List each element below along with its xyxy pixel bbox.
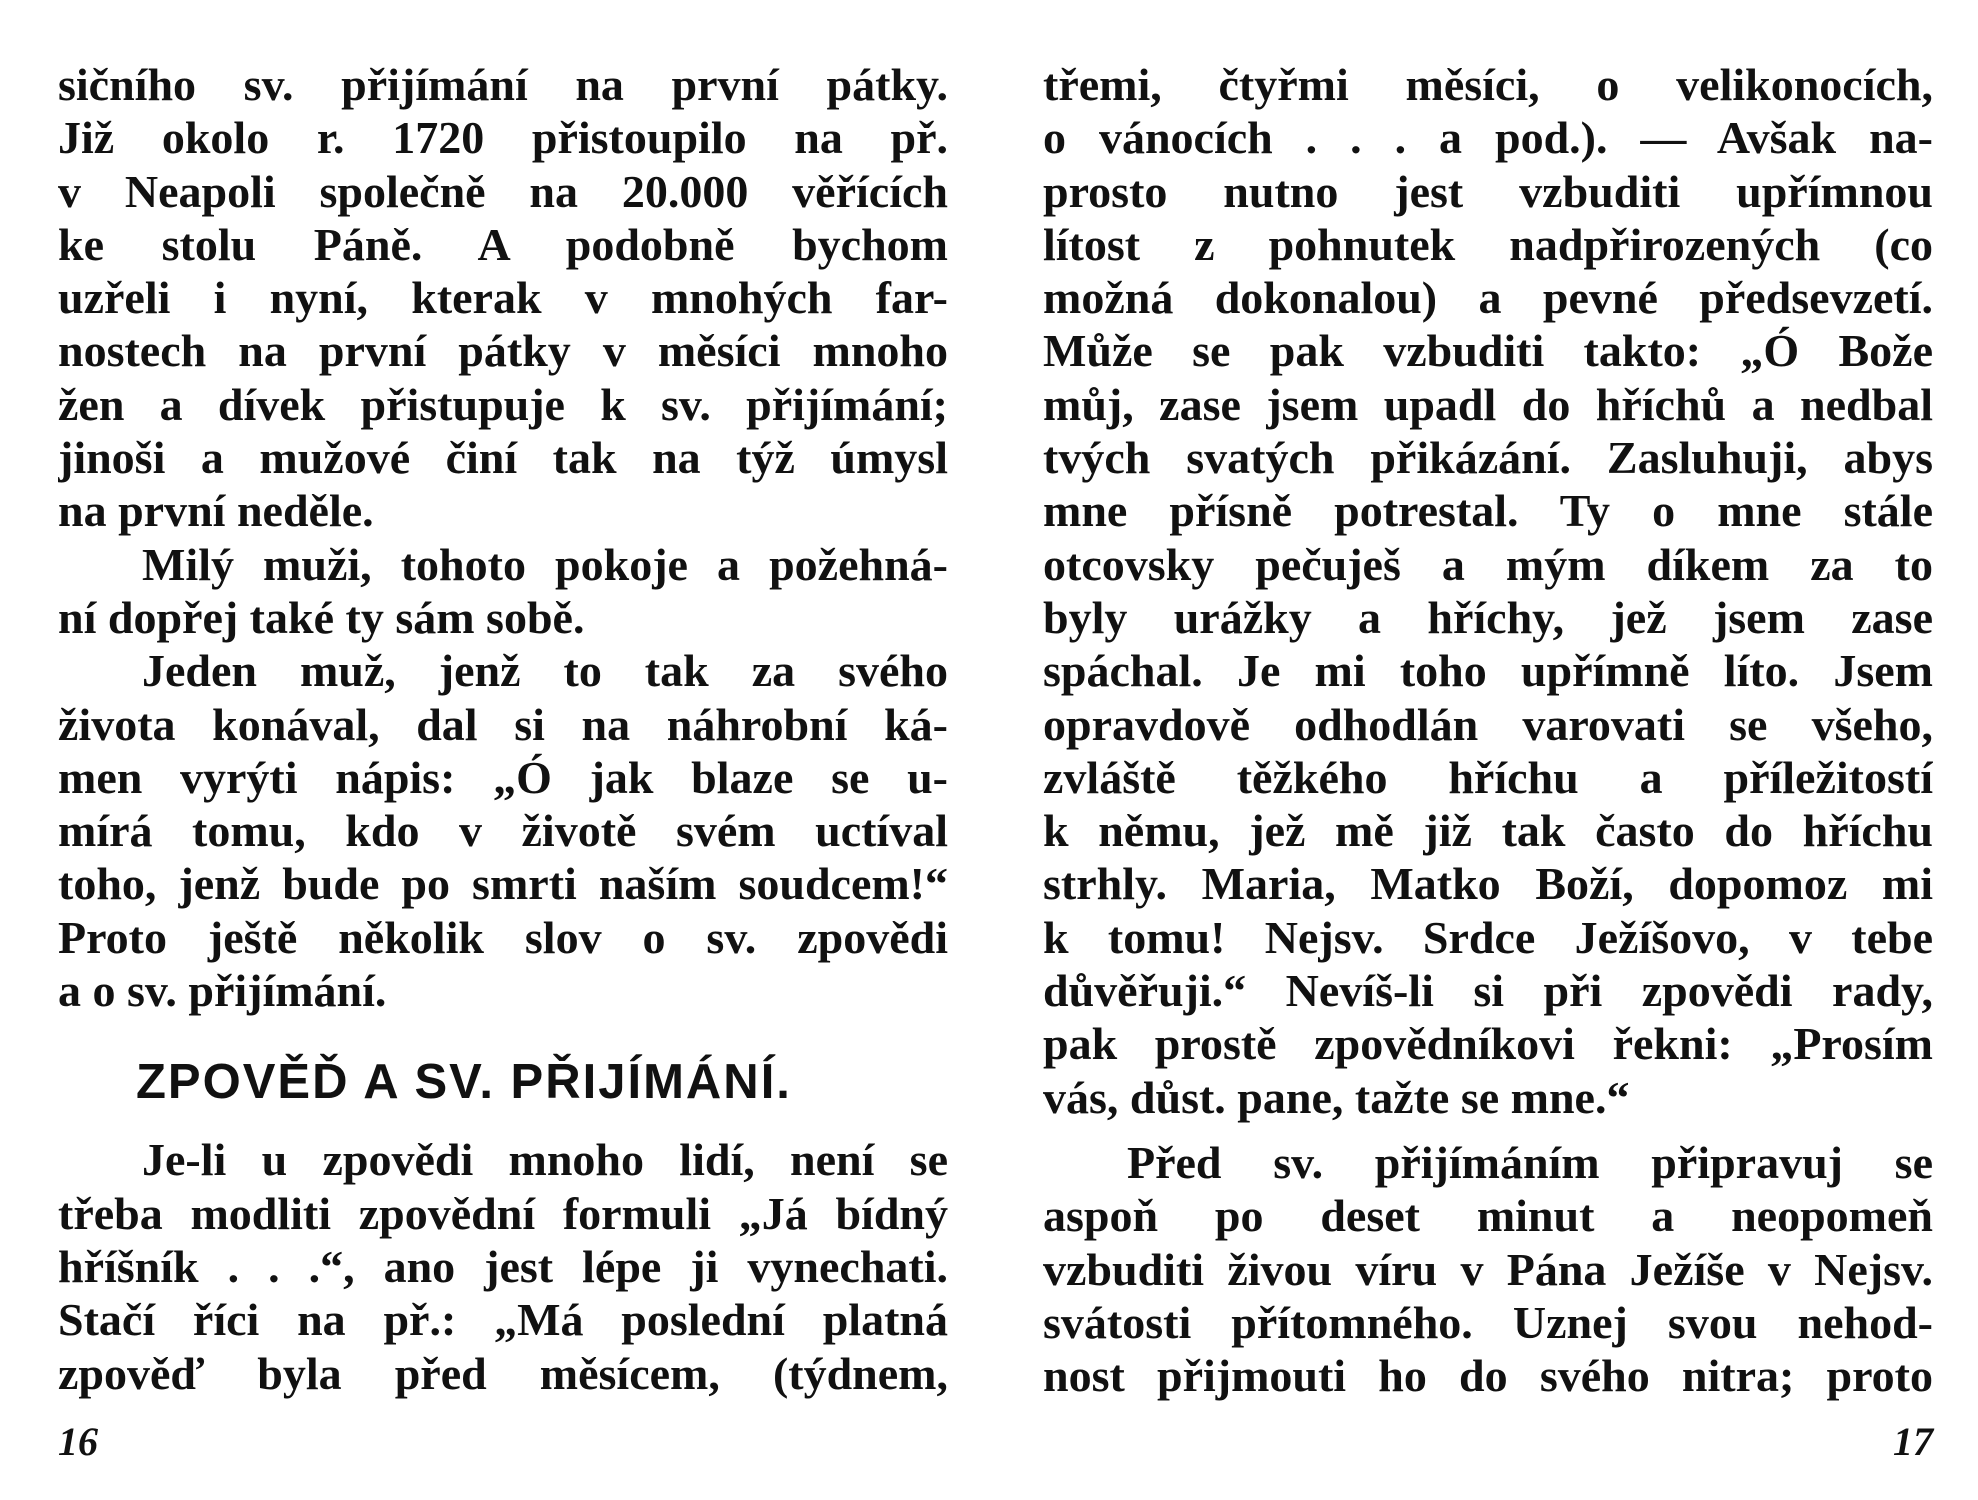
text-line: vzbuditi živou víru v Pána Ježíše v Nejsv. [1043, 1243, 1933, 1295]
text-line: nostech na první pátky v měsíci mnoho [58, 325, 948, 377]
text-line: zpověď byla před měsícem, (týdnem, [58, 1347, 948, 1399]
left-page [58, 58, 948, 1400]
text-line: opravdově odhodlán varovati se všeho, [1043, 698, 1933, 750]
text-line: prosto nutno jest vzbuditi upřímnou [1043, 165, 1933, 217]
text-line: otcovsky pečuješ a mým díkem za to [1043, 538, 1933, 590]
text-line: byly urážky a hříchy, jež jsem zase [1043, 591, 1933, 643]
text-line: mne přísně potrestal. Ty o mne stále [1043, 485, 1933, 537]
left-paragraph-1 [58, 58, 948, 538]
text-line: Milý muži, tohoto pokoje a požehná- [142, 538, 948, 590]
text-line: jinoši a mužové činí tak na týž úmysl [58, 432, 948, 484]
text-line: sičního sv. přijímání na první pátky. [58, 59, 948, 110]
text-line: ke stolu Páně. A podobně bychom [58, 218, 948, 270]
text-line: ní dopřej také ty sám sobě. [58, 591, 585, 643]
text-line: k němu, jež mě již tak často do hříchu [1043, 805, 1933, 857]
text-line: uzřeli i nyní, kterak v mnohých far- [58, 272, 948, 324]
text-line: mírá tomu, kdo v životě svém uctíval [58, 805, 948, 857]
text-line: důvěřuji.“ Nevíš-li si při zpovědi rady, [1043, 965, 1933, 1017]
text-line: o vánocích . . . a pod.). — Avšak na- [1043, 112, 1933, 164]
text-line: nost přijmouti ho do svého nitra; proto [1043, 1350, 1933, 1402]
left-paragraph-4 [58, 1133, 948, 1399]
section-heading: ZPOVĚĎ A SV. PŘIJÍMÁNÍ. [136, 1055, 792, 1110]
text-line: života konával, dal si na náhrobní ká- [58, 698, 948, 750]
text-line: lítost z pohnutek nadpřirozených (co [1043, 218, 1933, 270]
text-line: hříšník . . .“, ano jest lépe ji vynechati. [58, 1240, 948, 1292]
text-line: vás, důst. pane, tažte se mne.“ [1043, 1071, 1630, 1123]
page-number-right: 17 [1893, 1419, 1933, 1464]
page-number-left: 16 [58, 1419, 98, 1464]
text-line: žen a dívek přistupuje k sv. přijímání; [58, 378, 948, 430]
text-line: Může se pak vzbuditi takto: „Ó Bože [1043, 325, 1933, 377]
text-line: na první neděle. [58, 485, 374, 537]
text-line: Před sv. přijímáním připravuj se [1127, 1136, 1933, 1188]
text-line: Proto ještě několik slov o sv. zpovědi [58, 911, 948, 963]
text-line: třeba modliti zpovědní formuli „Já bídný [58, 1187, 948, 1239]
text-line: třemi, čtyřmi měsíci, o velikonocích, [1043, 59, 1933, 110]
text-line: Stačí říci na př.: „Má poslední platná [58, 1294, 948, 1346]
text-line: Jeden muž, jenž to tak za svého [142, 645, 948, 697]
text-line: můj, zase jsem upadl do hříchů a nedbal [1043, 378, 1933, 430]
right-paragraph-1 [1043, 58, 1933, 1124]
text-line: a o sv. přijímání. [58, 965, 387, 1017]
text-line: spáchal. Je mi toho upřímně líto. Jsem [1043, 645, 1933, 697]
right-page [1043, 58, 1933, 1402]
left-paragraph-3 [58, 644, 948, 1017]
text-line: tvých svatých přikázání. Zasluhuji, abys [1043, 432, 1933, 484]
text-line: v Neapoli společně na 20.000 věřících [58, 165, 948, 217]
text-line: svátosti přítomného. Uznej svou nehod- [1043, 1296, 1933, 1348]
text-line: toho, jenž bude po smrti naším soudcem!“ [58, 858, 948, 910]
text-line: aspoň po deset minut a neopomeň [1043, 1190, 1933, 1242]
text-line: k tomu! Nejsv. Srdce Ježíšovo, v tebe [1043, 911, 1933, 963]
text-line: možná dokonalou) a pevné předsevzetí. [1043, 272, 1933, 324]
text-line: pak prostě zpovědníkovi řekni: „Prosím [1043, 1018, 1933, 1070]
text-line: strhly. Maria, Matko Boží, dopomoz mi [1043, 858, 1933, 910]
text-line: men vyrýti nápis: „Ó jak blaze se u- [58, 751, 948, 803]
right-paragraph-2 [1043, 1136, 1933, 1402]
left-paragraph-2 [58, 538, 948, 645]
text-line: Je-li u zpovědi mnoho lidí, není se [142, 1134, 948, 1186]
text-line: Již okolo r. 1720 přistoupilo na př. [58, 112, 948, 164]
text-line: zvláště těžkého hříchu a příležitostí [1043, 751, 1933, 803]
